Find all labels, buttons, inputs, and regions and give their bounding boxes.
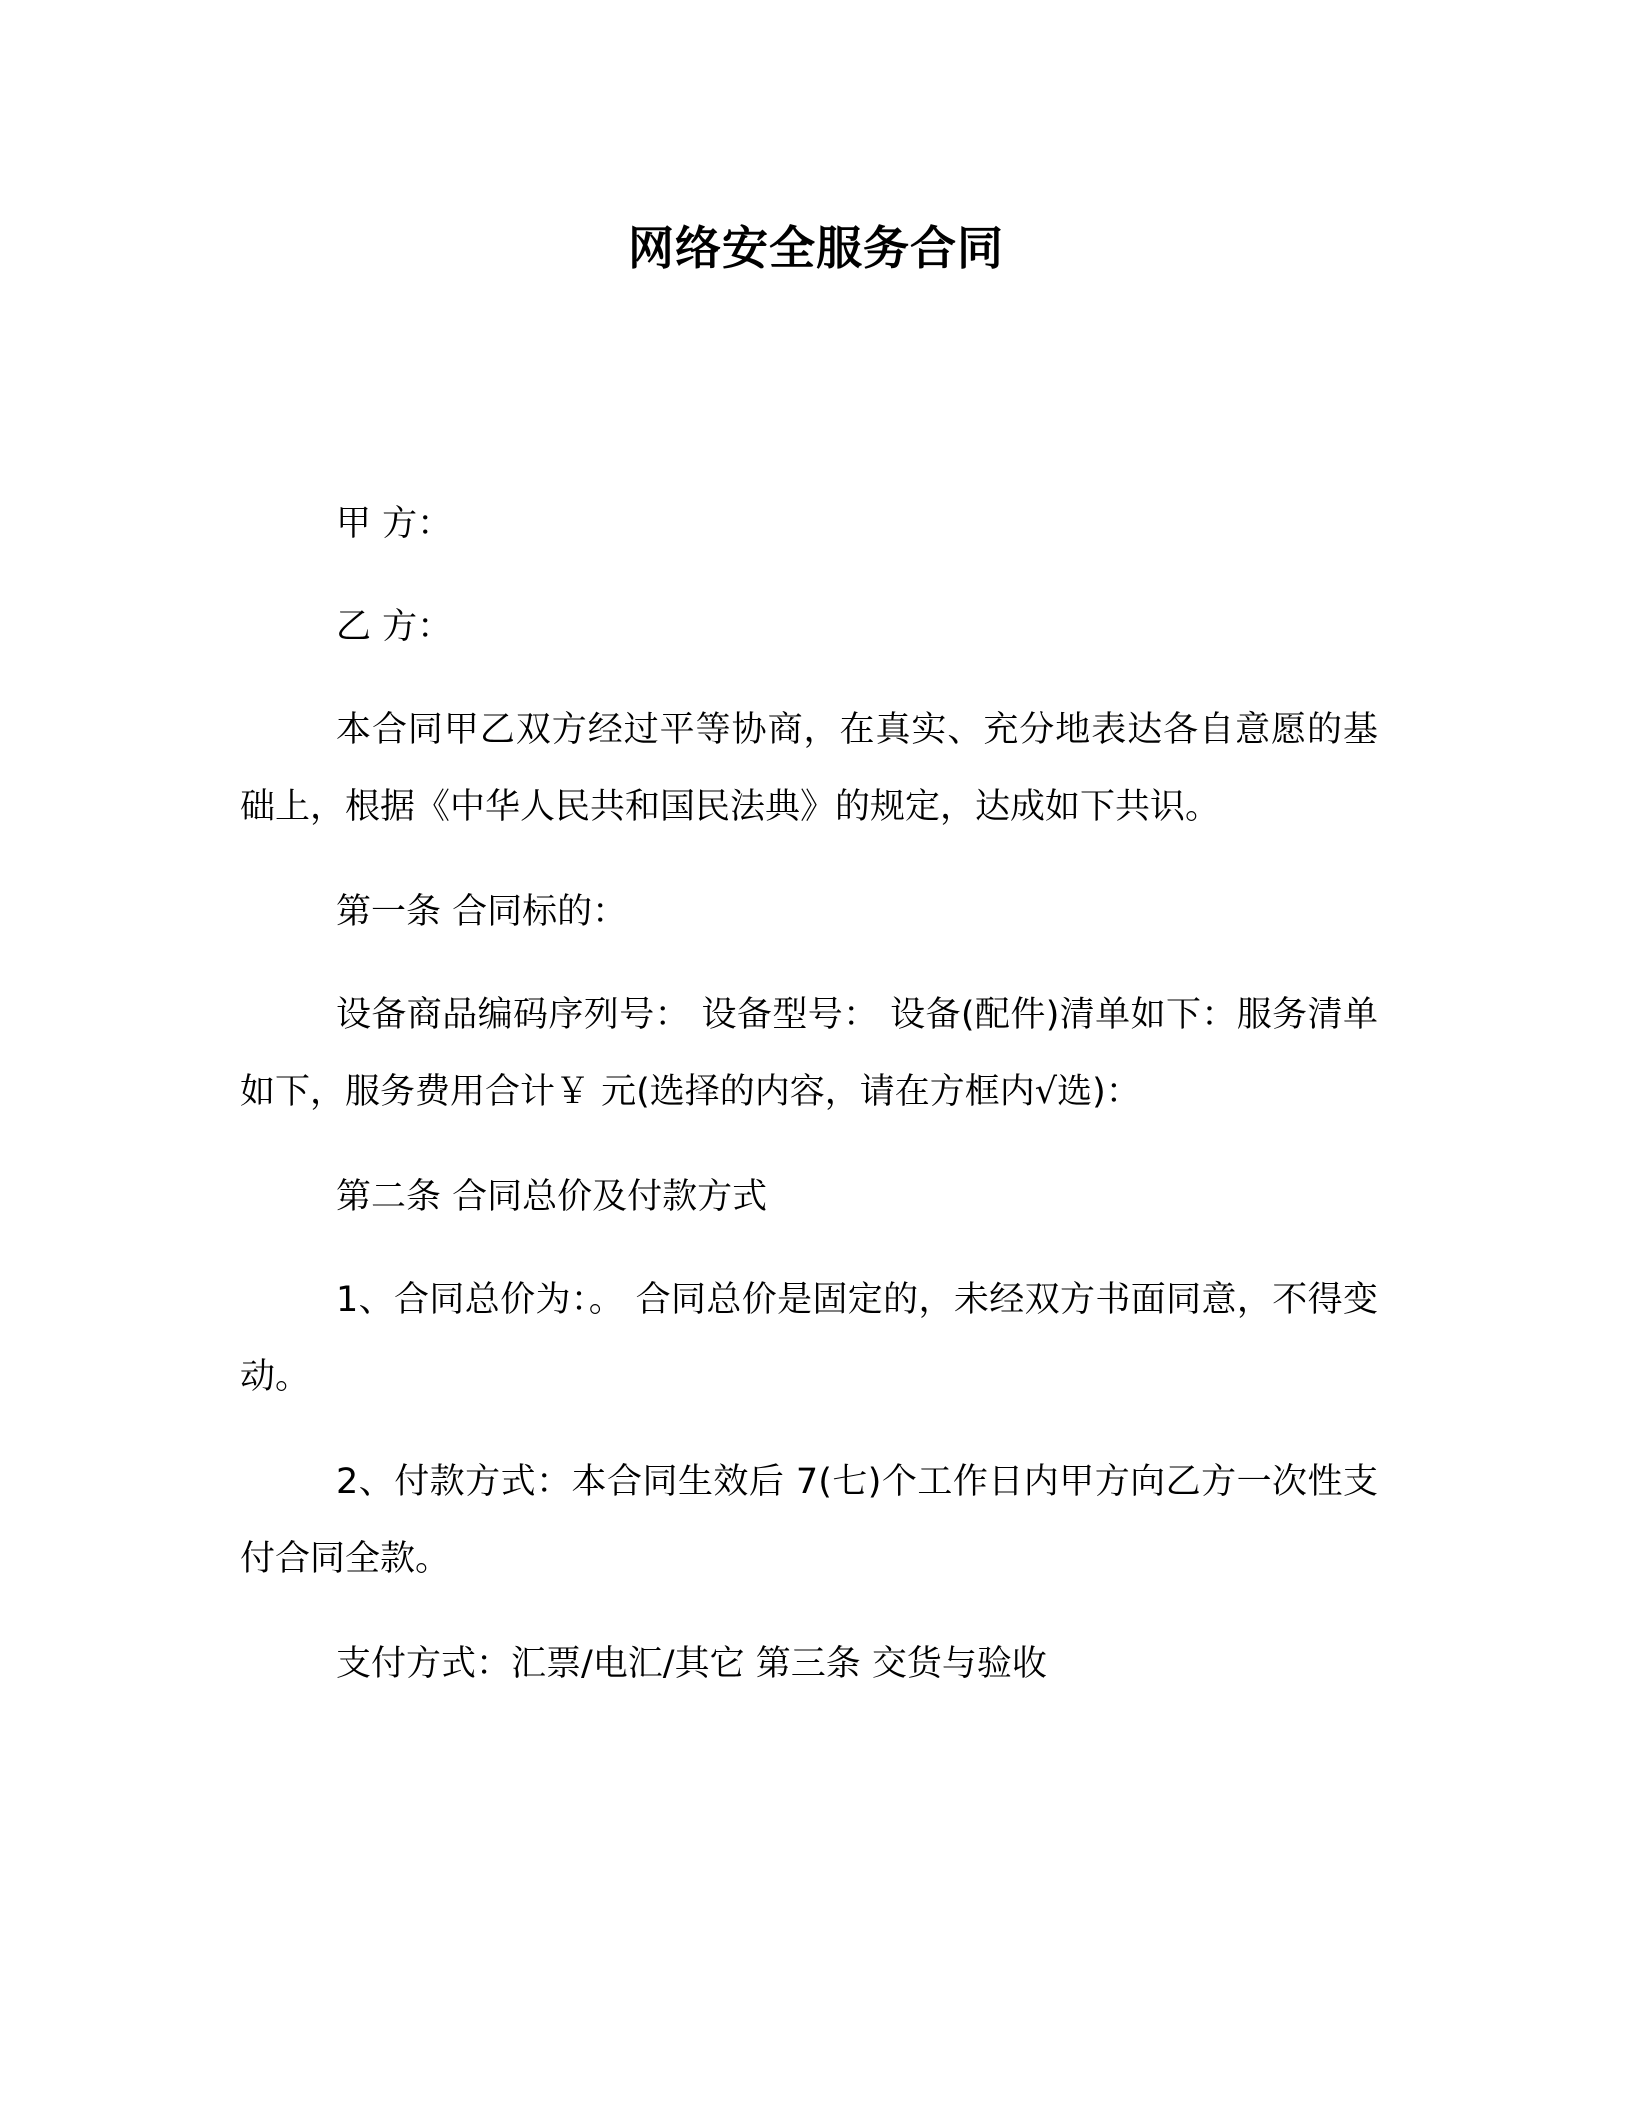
party-b-line: 乙 方： [336, 607, 453, 647]
document-body [240, 486, 1378, 1731]
preamble-paragraph: 本合同甲乙双方经过平等协商，在真实、充分地表达各自意愿的基础上，根据《中华人民共和国民法典》的规定，达成如下共识。 [240, 710, 1378, 827]
payment-terms-clause: 2、付款方式：本合同生效后 7(七)个工作日内甲方向乙方一次性支付合同全款。 [240, 1462, 1378, 1579]
total-price-clause: 1、合同总价为：。 合同总价是固定的，未经双方书面同意，不得变动。 [240, 1280, 1378, 1397]
party-a-line: 甲 方： [336, 504, 453, 544]
document-title: 网络安全服务合同 [628, 221, 1004, 275]
article-1-heading: 第一条 合同标的： [336, 892, 628, 932]
article-1-content: 设备商品编码序列号： 设备型号： 设备(配件)清单如下：服务清单如下，服务费用合计￥ 元(选择的内容，请在方框内√选)： [240, 995, 1378, 1112]
article-2-heading: 第二条 合同总价及付款方式 [336, 1177, 768, 1217]
payment-method-line: 支付方式：汇票/电汇/其它 第三条 交货与验收 [336, 1644, 1047, 1684]
